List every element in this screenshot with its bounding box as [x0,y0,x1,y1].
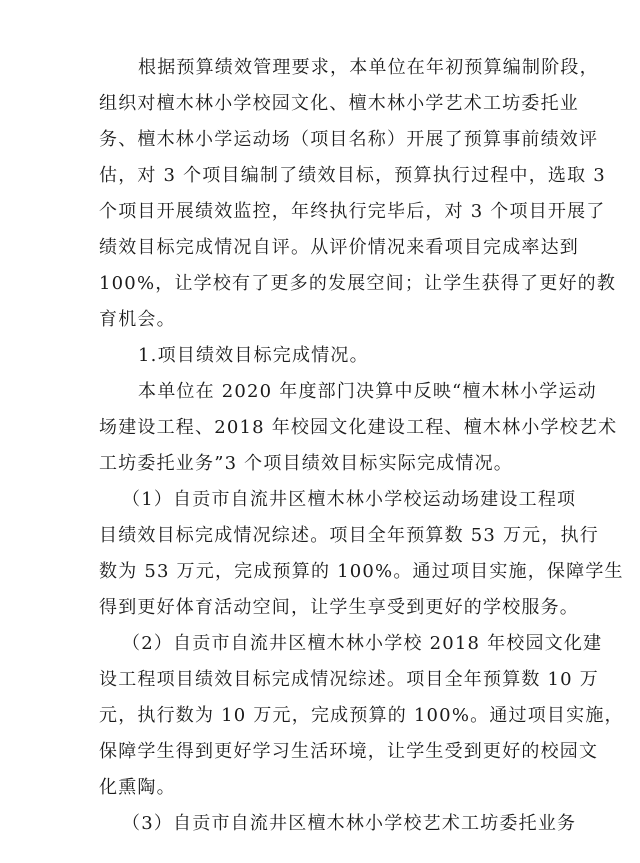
text-line: 估，对 3 个项目编制了绩效目标，预算执行过程中，选取 3 [99,165,606,186]
text-line: （2）自贡市自流井区檀木林小学校 2018 年校园文化建 [122,633,603,654]
text-line: 场建设工程、2018 年校园文化建设工程、檀木林小学校艺术 [99,417,618,438]
text-line: 数为 53 万元，完成预算的 100%。通过项目实施，保障学生 [99,561,624,582]
text-line: 本单位在 2020 年度部门决算中反映“檀木林小学运动 [138,381,597,402]
text-line: 个项目开展绩效监控，年终执行完毕后，对 3 个项目开展了 [99,201,606,222]
heading-text: 1.项目绩效目标完成情况。 [138,345,369,366]
text-line: 根据预算绩效管理要求，本单位在年初预算编制阶段， [138,57,599,78]
text-line: 绩效目标完成情况自评。从评价情况来看项目完成率达到 [99,237,579,258]
text-line: 设工程项目绩效目标完成情况综述。项目全年预算数 10 万 [99,669,599,690]
text-line: 组织对檀木林小学校园文化、檀木林小学艺术工坊委托业 [99,93,579,114]
text-line: 育机会。 [99,309,176,330]
text-line: （3）自贡市自流井区檀木林小学校艺术工坊委托业务 [122,813,577,834]
text-line: （1）自贡市自流井区檀木林小学校运动场建设工程项 [122,489,577,510]
text-line: 化熏陶。 [99,777,176,798]
text-line: 元，执行数为 10 万元，完成预算的 100%。通过项目实施， [99,705,624,726]
text-line: 100%，让学校有了更多的发展空间；让学生获得了更好的教 [99,273,617,294]
text-line: 务、檀木林小学运动场（项目名称）开展了预算事前绩效评 [99,129,599,150]
text-line: 得到更好体育活动空间，让学生享受到更好的学校服务。 [99,597,579,618]
text-line: 工坊委托业务”3 个项目绩效目标实际完成情况。 [99,453,513,474]
text-line: 目绩效目标完成情况综述。项目全年预算数 53 万元，执行 [99,525,599,546]
text-line: 保障学生得到更好学习生活环境，让学生受到更好的校园文 [99,741,599,762]
